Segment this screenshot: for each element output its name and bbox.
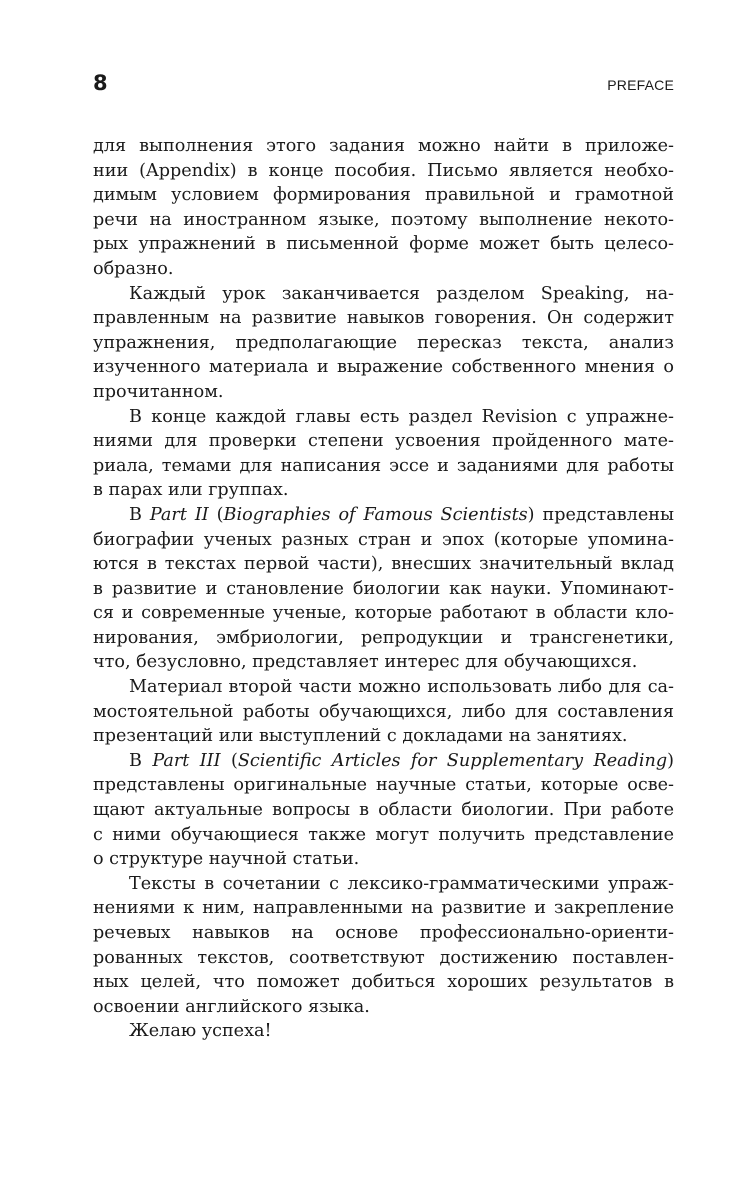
part-ii-title: Part II	[149, 504, 209, 525]
text-line: с ними обучающиеся также могут получить представление	[93, 824, 674, 845]
text-line: упражнения, предполагающие пересказ текста, анализ	[93, 332, 674, 353]
part-iii-title: Part III	[152, 750, 221, 771]
text-line: презентаций или выступлений с докладами на занятиях.	[93, 726, 628, 747]
text-line: изученного материала и выражение собственного мнения о	[93, 357, 674, 378]
body-text	[93, 134, 674, 1044]
text-line: прочитанном.	[93, 381, 224, 402]
text-line: нии (Appendix) в конце пособия. Письмо является необхо-	[93, 160, 674, 181]
text-line: правленным на развитие навыков говорения. Он содержит	[93, 308, 674, 329]
running-head: PREFACE	[607, 77, 674, 93]
text-line: ных целей, что поможет добиться хороших результатов в	[93, 972, 674, 993]
part-iii-line	[93, 749, 674, 774]
text-line: речевых навыков на основе профессионально-ориенти-	[93, 923, 674, 943]
part-ii-paren: (	[208, 504, 224, 525]
text-line: мостоятельной работы обучающихся, либо для составления	[93, 701, 674, 722]
text-line: риала, темами для написания эссе и заданиями для работы	[93, 455, 674, 476]
text-line: образно.	[93, 258, 174, 279]
text-line: Желаю успеха!	[129, 1021, 272, 1042]
text-line: о структуре научной статьи.	[93, 849, 360, 870]
text-line: Тексты в сочетании с лексико-грамматическими упраж-	[129, 873, 674, 894]
text-line: что, безусловно, представляет интерес для обучающихся.	[93, 652, 638, 673]
part-ii-lead: В	[129, 504, 150, 525]
part-iii-subtitle: Scientific Articles for Supplementary Reading	[237, 750, 668, 771]
part-iii-lead: В	[129, 750, 153, 771]
text-line: в парах или группах.	[93, 480, 289, 501]
page-number: 8	[93, 71, 108, 95]
text-line: нениями к ним, направленными на развитие и закрепление	[93, 898, 674, 919]
text-line: Материал второй части можно использовать либо для са-	[129, 677, 674, 698]
text-line: ются в текстах первой части), внесших значительный вклад	[93, 554, 674, 575]
text-line: щают актуальные вопросы в области биологии. При работе	[93, 800, 674, 821]
text-line: нирования, эмбриологии, репродукции и трансгенетики,	[93, 627, 674, 648]
text-line: в развитие и становление биологии как науки. Упоминают-	[93, 578, 674, 599]
text-line: Каждый урок заканчивается разделом Speaking, на-	[129, 283, 674, 304]
text-line: рованных текстов, соответствуют достижению поставлен-	[93, 947, 674, 968]
text-line: речи на иностранном языке, поэтому выполнение некото-	[93, 209, 674, 230]
text-line: биографии ученых разных стран и эпох (которые упомина-	[93, 529, 674, 550]
text-line: димым условием формирования правильной и грамотной	[93, 185, 674, 206]
text-line: ниями для проверки степени усвоения пройденного мате-	[93, 431, 674, 452]
part-ii-tail: ) представлены	[527, 504, 674, 525]
text-line: освоении английского языка.	[93, 996, 370, 1017]
part-ii-line	[93, 503, 674, 528]
text-line: рых упражнений в письменной форме может быть целесо-	[93, 234, 674, 255]
part-ii-subtitle: Biographies of Famous Scientists	[223, 504, 528, 525]
part-iii-tail: )	[667, 750, 674, 771]
part-iii-paren: (	[220, 750, 238, 771]
text-line: В конце каждой главы есть раздел Revision с упражне-	[129, 406, 674, 427]
text-line: для выполнения этого задания можно найти в приложе-	[93, 136, 674, 156]
text-line: ся и современные ученые, которые работают в области кло-	[93, 603, 674, 624]
text-line: представлены оригинальные научные статьи, которые осве-	[93, 775, 674, 796]
